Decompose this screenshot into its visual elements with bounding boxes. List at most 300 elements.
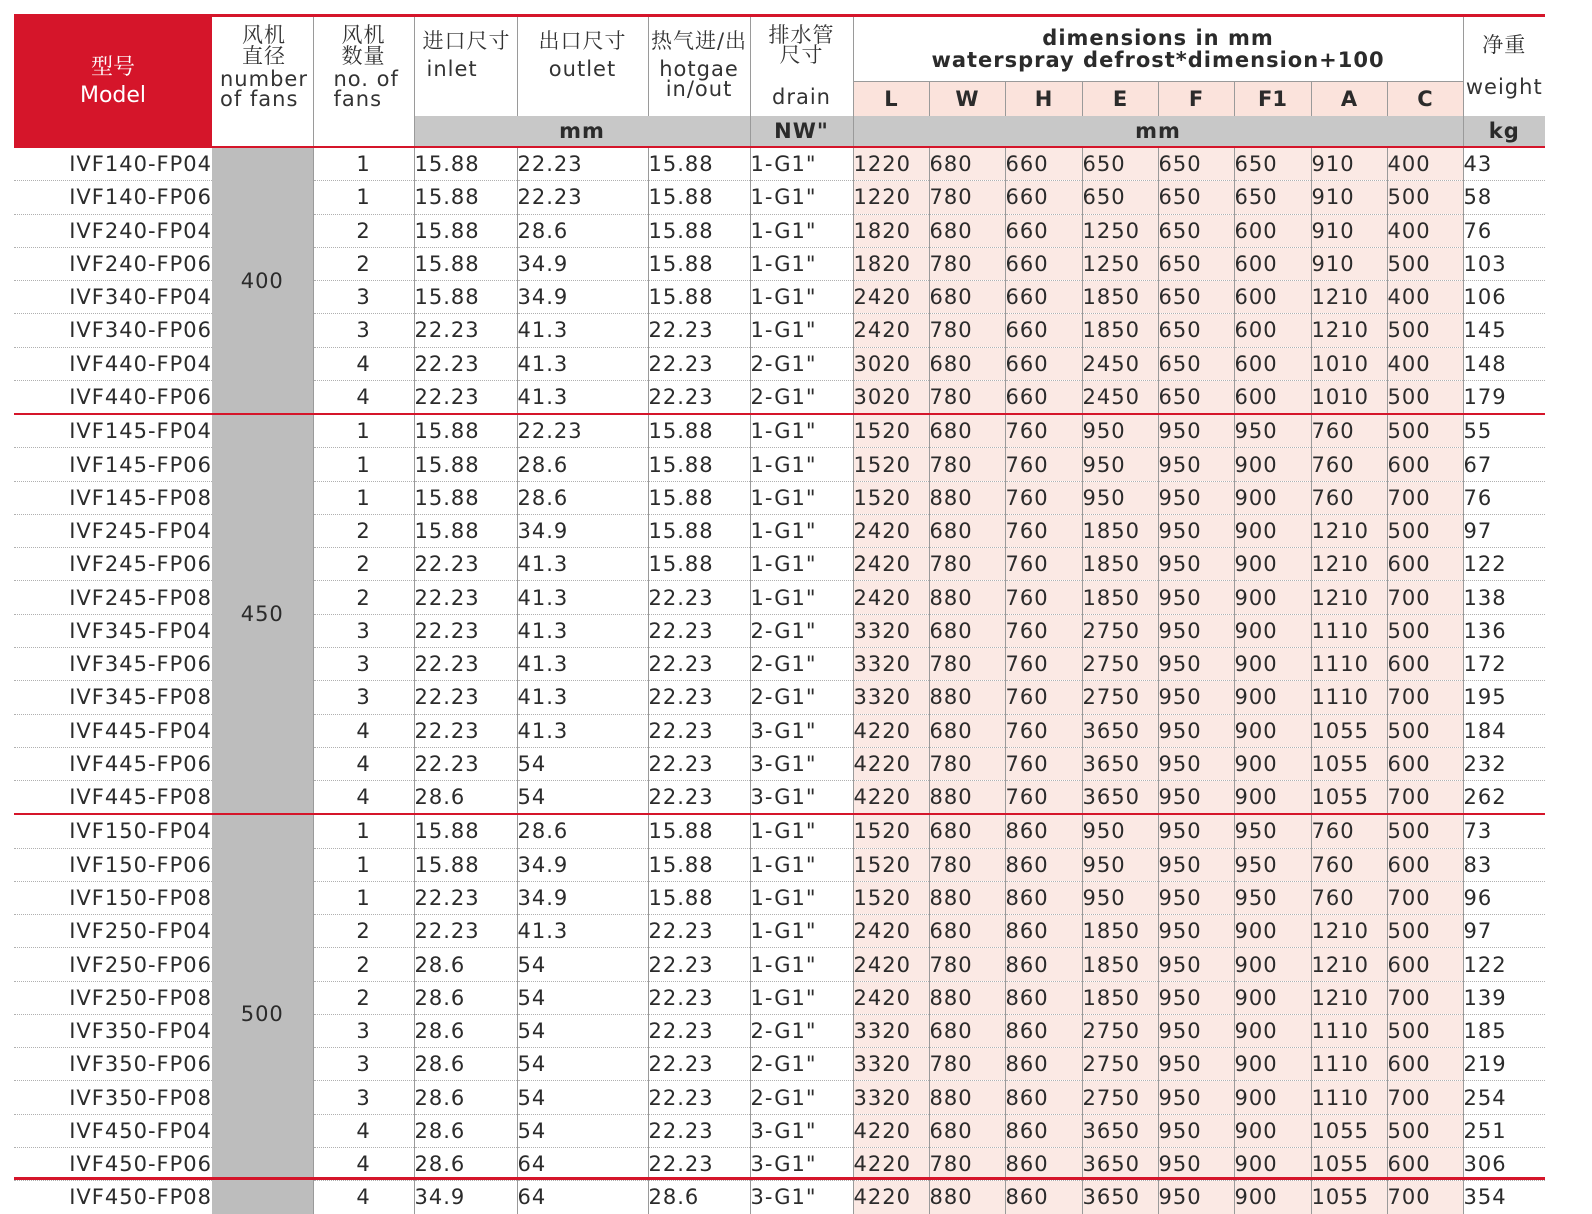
outlet-cell: 28.6 (517, 481, 648, 514)
model-cell: IVF245-FP04 (14, 514, 212, 547)
fan-count-cell: 3 (313, 1014, 414, 1047)
hotgas-cell: 15.88 (648, 247, 750, 280)
dim-w-cell: 880 (929, 481, 1005, 514)
weight-cell: 58 (1463, 181, 1545, 214)
dim-f1-cell: 950 (1234, 414, 1311, 448)
dim-c-cell: 700 (1387, 681, 1463, 714)
dim-f-cell: 650 (1158, 214, 1234, 247)
hotgas-cell: 22.23 (648, 781, 750, 815)
weight-cell: 55 (1463, 414, 1545, 448)
drain-cell: 1-G1" (750, 247, 853, 280)
weight-cell: 254 (1463, 1081, 1545, 1114)
dim-f-cell: 950 (1158, 1081, 1234, 1114)
dim-w-cell: 780 (929, 448, 1005, 481)
model-cell: IVF350-FP06 (14, 1048, 212, 1081)
header-dim-e: E (1082, 82, 1158, 117)
weight-cell: 251 (1463, 1114, 1545, 1147)
dim-w-cell: 880 (929, 1181, 1005, 1214)
model-cell: IVF340-FP04 (14, 281, 212, 314)
model-cell: IVF345-FP04 (14, 614, 212, 647)
header-dimensions-note: waterspray defrost*dimension+100 (931, 48, 1385, 72)
fan-count-cell: 4 (313, 747, 414, 780)
dim-a-cell: 1210 (1311, 314, 1387, 347)
dim-e-cell: 1850 (1082, 314, 1158, 347)
unit-mm-pipes: mm (414, 116, 750, 147)
dim-w-cell: 680 (929, 281, 1005, 314)
inlet-cell: 15.88 (414, 281, 517, 314)
header-hotgas-cn: 热气进/出 (650, 29, 748, 53)
weight-cell: 148 (1463, 347, 1545, 380)
hotgas-cell: 15.88 (648, 514, 750, 547)
inlet-cell: 28.6 (414, 948, 517, 981)
dim-f-cell: 950 (1158, 747, 1234, 780)
header-fan-diameter-en: number of fans (220, 67, 308, 111)
drain-cell: 2-G1" (750, 681, 853, 714)
header-dimensions-title: dimensions in mm (1042, 26, 1274, 50)
drain-cell: 2-G1" (750, 1048, 853, 1081)
dim-e-cell: 2750 (1082, 1014, 1158, 1047)
dim-e-cell: 3650 (1082, 747, 1158, 780)
fan-count-cell: 3 (313, 1081, 414, 1114)
dim-l-cell: 4220 (853, 1147, 929, 1180)
dim-l-cell: 2420 (853, 514, 929, 547)
unit-kg: kg (1463, 116, 1545, 147)
header-hotgas-en: hotgae in/out (659, 57, 739, 101)
weight-cell: 172 (1463, 647, 1545, 680)
model-cell: IVF340-FP06 (14, 314, 212, 347)
drain-cell: 1-G1" (750, 814, 853, 848)
dim-w-cell: 880 (929, 1081, 1005, 1114)
dim-w-cell: 680 (929, 147, 1005, 181)
dim-e-cell: 3650 (1082, 781, 1158, 815)
inlet-cell: 28.6 (414, 1114, 517, 1147)
header-fan-number-unit (313, 116, 414, 147)
weight-cell: 219 (1463, 1048, 1545, 1081)
inlet-cell: 28.6 (414, 1147, 517, 1180)
dim-e-cell: 2750 (1082, 647, 1158, 680)
dim-c-cell: 600 (1387, 647, 1463, 680)
header-dim-w: W (929, 82, 1005, 117)
weight-cell: 73 (1463, 814, 1545, 848)
weight-cell: 306 (1463, 1147, 1545, 1180)
header-dimensions (853, 16, 1463, 82)
fan-count-cell: 2 (313, 915, 414, 948)
dim-a-cell: 760 (1311, 814, 1387, 848)
outlet-cell: 54 (517, 1081, 648, 1114)
dim-l-cell: 4220 (853, 1114, 929, 1147)
dim-w-cell: 780 (929, 1147, 1005, 1180)
hotgas-cell: 22.23 (648, 380, 750, 414)
dim-w-cell: 680 (929, 514, 1005, 547)
inlet-cell: 15.88 (414, 514, 517, 547)
fan-count-cell: 1 (313, 147, 414, 181)
dim-e-cell: 2750 (1082, 681, 1158, 714)
weight-cell: 43 (1463, 147, 1545, 181)
fan-count-cell: 1 (313, 448, 414, 481)
table-body (14, 147, 1545, 1214)
dim-w-cell: 680 (929, 214, 1005, 247)
outlet-cell: 41.3 (517, 614, 648, 647)
dim-f-cell: 950 (1158, 1147, 1234, 1180)
drain-cell: 1-G1" (750, 314, 853, 347)
weight-cell: 83 (1463, 848, 1545, 881)
model-cell: IVF450-FP08 (69, 1185, 212, 1210)
hotgas-cell: 22.23 (648, 614, 750, 647)
dim-f-cell: 950 (1158, 548, 1234, 581)
header-weight-en: weight (1465, 75, 1543, 99)
fan-count-cell: 4 (313, 380, 414, 414)
dim-e-cell: 1850 (1082, 581, 1158, 614)
outlet-cell: 54 (517, 948, 648, 981)
hotgas-cell: 22.23 (648, 647, 750, 680)
dim-f1-cell: 650 (1234, 147, 1311, 181)
drain-cell: 1-G1" (750, 147, 853, 181)
fan-count-cell: 4 (313, 714, 414, 747)
weight-cell: 76 (1463, 214, 1545, 247)
weight-cell: 139 (1463, 981, 1545, 1014)
dim-h-cell: 760 (1005, 681, 1082, 714)
dim-a-cell: 760 (1311, 414, 1387, 448)
hotgas-cell: 22.23 (648, 347, 750, 380)
dim-f1-cell: 950 (1234, 848, 1311, 881)
weight-cell: 67 (1463, 448, 1545, 481)
dim-c-cell: 600 (1387, 747, 1463, 780)
drain-cell: 1-G1" (750, 181, 853, 214)
table-row (14, 414, 1545, 448)
hotgas-cell: 22.23 (648, 1114, 750, 1147)
dim-h-cell: 760 (1005, 514, 1082, 547)
dim-a-cell: 760 (1311, 481, 1387, 514)
fan-count-cell: 4 (313, 1114, 414, 1147)
weight-cell: 96 (1463, 881, 1545, 914)
drain-cell: 1-G1" (750, 948, 853, 981)
dim-h-cell: 860 (1005, 814, 1082, 848)
weight-cell: 76 (1463, 481, 1545, 514)
model-cell: IVF445-FP06 (14, 747, 212, 780)
dim-f1-cell: 900 (1234, 1181, 1311, 1214)
dim-a-cell: 1110 (1311, 681, 1387, 714)
model-cell: IVF150-FP08 (14, 881, 212, 914)
dim-l-cell: 3320 (853, 1081, 929, 1114)
outlet-cell: 54 (517, 981, 648, 1014)
dim-e-cell: 1850 (1082, 281, 1158, 314)
model-cell: IVF350-FP04 (14, 1014, 212, 1047)
header-fan-diameter-cn: 风机直径 (242, 23, 286, 68)
header-dim-l: L (853, 82, 929, 117)
header-drain-en: drain (772, 85, 831, 109)
outlet-cell: 41.3 (517, 647, 648, 680)
dim-h-cell: 760 (1005, 614, 1082, 647)
dim-a-cell: 1055 (1311, 747, 1387, 780)
hotgas-cell: 15.88 (648, 281, 750, 314)
dim-w-cell: 780 (929, 1048, 1005, 1081)
dim-f-cell: 950 (1158, 681, 1234, 714)
header-hotgas (648, 16, 750, 117)
weight-cell: 354 (1463, 1185, 1507, 1210)
outlet-cell: 28.6 (517, 214, 648, 247)
hotgas-cell: 22.23 (648, 1147, 750, 1180)
dim-h-cell: 660 (1005, 147, 1082, 181)
inlet-cell: 22.23 (414, 881, 517, 914)
weight-cell: 103 (1463, 247, 1545, 280)
dim-a-cell: 1010 (1311, 380, 1387, 414)
model-cell: IVF345-FP06 (14, 647, 212, 680)
dim-f1-cell: 600 (1234, 281, 1311, 314)
inlet-cell: 15.88 (414, 247, 517, 280)
dim-e-cell: 2750 (1082, 1048, 1158, 1081)
dim-e-cell: 3650 (1082, 1181, 1158, 1214)
drain-cell: 3-G1" (750, 1147, 853, 1180)
weight-cell: 185 (1463, 1014, 1545, 1047)
dim-f-cell: 950 (1158, 1181, 1234, 1214)
dim-l-cell: 1520 (853, 414, 929, 448)
weight-cell: 179 (1463, 384, 1507, 409)
dim-h-cell: 860 (1005, 1181, 1082, 1214)
drain-cell: 2-G1" (750, 1081, 853, 1114)
inlet-cell: 34.9 (414, 1181, 517, 1214)
dim-e-cell: 1850 (1082, 915, 1158, 948)
fan-count-cell: 4 (313, 1181, 414, 1214)
dim-f1-cell: 600 (1234, 380, 1311, 414)
inlet-cell: 28.6 (414, 1014, 517, 1047)
dim-h-cell: 760 (1005, 714, 1082, 747)
fan-count-cell: 1 (313, 481, 414, 514)
hotgas-cell: 22.23 (648, 1014, 750, 1047)
dim-w-cell: 680 (929, 347, 1005, 380)
dim-l-cell: 1520 (853, 448, 929, 481)
dim-f-cell: 950 (1158, 647, 1234, 680)
model-cell: IVF450-FP06 (14, 1147, 212, 1180)
model-cell: IVF445-FP08 (69, 785, 212, 810)
drain-cell: 3-G1" (750, 1114, 853, 1147)
header-model (14, 16, 212, 148)
dim-a-cell: 1010 (1311, 347, 1387, 380)
dim-w-cell: 780 (929, 247, 1005, 280)
dim-e-cell: 2450 (1082, 347, 1158, 380)
dim-c-cell: 700 (1387, 1181, 1463, 1214)
drain-cell: 2-G1" (750, 647, 853, 680)
hotgas-cell: 22.23 (648, 1048, 750, 1081)
dim-f1-cell: 900 (1234, 1081, 1311, 1114)
header-dim-c: C (1387, 82, 1463, 117)
hotgas-cell: 15.88 (648, 481, 750, 514)
dim-f1-cell: 900 (1234, 714, 1311, 747)
inlet-cell: 22.23 (414, 581, 517, 614)
fan-count-cell: 2 (313, 214, 414, 247)
dim-w-cell: 780 (929, 948, 1005, 981)
drain-cell: 1-G1" (750, 848, 853, 881)
header-drain (750, 16, 853, 117)
dim-f1-cell: 600 (1234, 347, 1311, 380)
inlet-cell: 28.6 (414, 1081, 517, 1114)
header-fan-diameter (212, 16, 313, 148)
outlet-cell: 41.3 (517, 548, 648, 581)
hotgas-cell: 15.88 (648, 548, 750, 581)
inlet-cell: 22.23 (414, 380, 517, 414)
dim-h-cell: 660 (1005, 247, 1082, 280)
model-cell: IVF150-FP04 (14, 814, 212, 848)
header-inlet-en: inlet (426, 57, 478, 81)
model-cell: IVF250-FP06 (14, 948, 212, 981)
outlet-cell: 54 (517, 1014, 648, 1047)
dim-w-cell: 680 (929, 614, 1005, 647)
fan-count-cell: 3 (313, 647, 414, 680)
dim-h-cell: 660 (1005, 181, 1082, 214)
hotgas-cell: 22.23 (648, 948, 750, 981)
dim-w-cell: 780 (929, 314, 1005, 347)
spec-table (14, 14, 1545, 1214)
fan-diameter-cell: 400 (212, 147, 313, 414)
outlet-cell: 22.23 (517, 414, 648, 448)
drain-cell: 3-G1" (750, 781, 853, 815)
outlet-cell: 41.3 (517, 380, 648, 414)
dim-e-cell: 2750 (1082, 614, 1158, 647)
dim-f1-cell: 900 (1234, 581, 1311, 614)
dim-h-cell: 860 (1005, 1114, 1082, 1147)
dim-f1-cell: 900 (1234, 915, 1311, 948)
dim-c-cell: 700 (1387, 781, 1463, 815)
dim-a-cell: 1210 (1311, 915, 1387, 948)
inlet-cell: 22.23 (414, 681, 517, 714)
inlet-cell: 28.6 (414, 981, 517, 1014)
outlet-cell: 41.3 (517, 681, 648, 714)
dim-c-cell: 500 (1387, 614, 1463, 647)
dim-l-cell: 4220 (853, 747, 929, 780)
dim-l-cell: 3320 (853, 1048, 929, 1081)
dim-f1-cell: 650 (1234, 181, 1311, 214)
header-dim-f1: F1 (1234, 82, 1311, 117)
dim-l-cell: 1220 (853, 181, 929, 214)
dim-f-cell: 650 (1158, 181, 1234, 214)
dim-f1-cell: 900 (1234, 514, 1311, 547)
dim-l-cell: 3020 (853, 347, 929, 380)
inlet-cell: 15.88 (414, 448, 517, 481)
dim-w-cell: 880 (929, 981, 1005, 1014)
dim-f1-cell: 900 (1234, 681, 1311, 714)
weight-cell: 136 (1463, 614, 1545, 647)
outlet-cell: 28.6 (517, 448, 648, 481)
dim-a-cell: 1210 (1311, 514, 1387, 547)
dim-c-cell: 700 (1387, 981, 1463, 1014)
dim-a-cell: 1110 (1311, 1048, 1387, 1081)
dim-e-cell: 3650 (1082, 1147, 1158, 1180)
dim-a-cell: 760 (1311, 848, 1387, 881)
dim-f1-cell: 600 (1234, 314, 1311, 347)
dim-c-cell: 500 (1387, 414, 1463, 448)
dim-h-cell: 760 (1005, 581, 1082, 614)
drain-cell: 1-G1" (750, 448, 853, 481)
dim-w-cell: 880 (929, 581, 1005, 614)
outlet-cell: 41.3 (517, 347, 648, 380)
inlet-cell: 15.88 (414, 147, 517, 181)
model-cell: IVF145-FP04 (14, 414, 212, 448)
outlet-cell: 64 (517, 1147, 648, 1180)
model-cell: IVF350-FP08 (14, 1081, 212, 1114)
dim-f-cell: 650 (1158, 380, 1234, 414)
dim-l-cell: 2420 (853, 915, 929, 948)
model-cell: IVF145-FP08 (14, 481, 212, 514)
dim-c-cell: 500 (1387, 1114, 1463, 1147)
header-model-en: Model (79, 82, 147, 108)
dim-l-cell: 1520 (853, 481, 929, 514)
dim-h-cell: 860 (1005, 1147, 1082, 1180)
header-dim-f: F (1158, 82, 1234, 117)
dim-w-cell: 680 (929, 1014, 1005, 1047)
weight-cell: 262 (1463, 785, 1507, 810)
header-weight-cn: 净重 (1482, 33, 1527, 57)
dim-h-cell: 660 (1005, 281, 1082, 314)
dim-c-cell: 500 (1387, 514, 1463, 547)
dim-f1-cell: 600 (1234, 247, 1311, 280)
dim-l-cell: 1820 (853, 214, 929, 247)
dim-f-cell: 950 (1158, 848, 1234, 881)
hotgas-cell: 15.88 (648, 881, 750, 914)
hotgas-cell: 22.23 (648, 1081, 750, 1114)
dim-l-cell: 3320 (853, 1014, 929, 1047)
fan-count-cell: 2 (313, 981, 414, 1014)
dim-f-cell: 650 (1158, 247, 1234, 280)
dim-h-cell: 760 (1005, 647, 1082, 680)
dim-w-cell: 680 (929, 714, 1005, 747)
model-cell: IVF250-FP04 (14, 915, 212, 948)
fan-diameter-band-continuation (212, 1180, 313, 1202)
dim-h-cell: 760 (1005, 414, 1082, 448)
dim-f-cell: 650 (1158, 281, 1234, 314)
dim-e-cell: 1850 (1082, 514, 1158, 547)
outlet-cell: 54 (517, 1114, 648, 1147)
dim-f-cell: 950 (1158, 881, 1234, 914)
dim-a-cell: 1110 (1311, 647, 1387, 680)
dim-w-cell: 780 (929, 848, 1005, 881)
inlet-cell: 22.23 (414, 714, 517, 747)
fan-count-cell: 2 (313, 581, 414, 614)
dim-h-cell: 860 (1005, 881, 1082, 914)
outlet-cell: 41.3 (517, 314, 648, 347)
dim-e-cell: 650 (1082, 147, 1158, 181)
fan-diameter-cell: 500 (212, 814, 313, 1213)
dim-f1-cell: 900 (1234, 781, 1311, 815)
inlet-cell: 22.23 (414, 647, 517, 680)
dim-l-cell: 3320 (853, 614, 929, 647)
header-outlet (517, 16, 648, 117)
drain-cell: 3-G1" (750, 714, 853, 747)
dim-e-cell: 2450 (1082, 380, 1158, 414)
dim-f-cell: 950 (1158, 1014, 1234, 1047)
dim-c-cell: 400 (1387, 281, 1463, 314)
model-cell: IVF345-FP08 (14, 681, 212, 714)
drain-cell: 2-G1" (750, 380, 853, 414)
dim-w-cell: 780 (929, 548, 1005, 581)
hotgas-cell: 15.88 (648, 147, 750, 181)
weight-cell: 97 (1463, 514, 1545, 547)
table-row (14, 814, 1545, 848)
hotgas-cell: 28.6 (648, 1181, 750, 1214)
dim-a-cell: 1210 (1311, 981, 1387, 1014)
dim-c-cell: 600 (1387, 448, 1463, 481)
outlet-cell: 41.3 (517, 915, 648, 948)
drain-cell: 1-G1" (750, 581, 853, 614)
dim-f-cell: 650 (1158, 147, 1234, 181)
dim-f1-cell: 900 (1234, 1014, 1311, 1047)
outlet-cell: 41.3 (517, 581, 648, 614)
dim-c-cell: 700 (1387, 581, 1463, 614)
dim-f1-cell: 900 (1234, 1048, 1311, 1081)
dim-e-cell: 950 (1082, 881, 1158, 914)
dim-h-cell: 860 (1005, 981, 1082, 1014)
header-fan-number-en: no. of fans (333, 67, 399, 111)
dim-a-cell: 1055 (1311, 714, 1387, 747)
hotgas-cell: 15.88 (648, 214, 750, 247)
